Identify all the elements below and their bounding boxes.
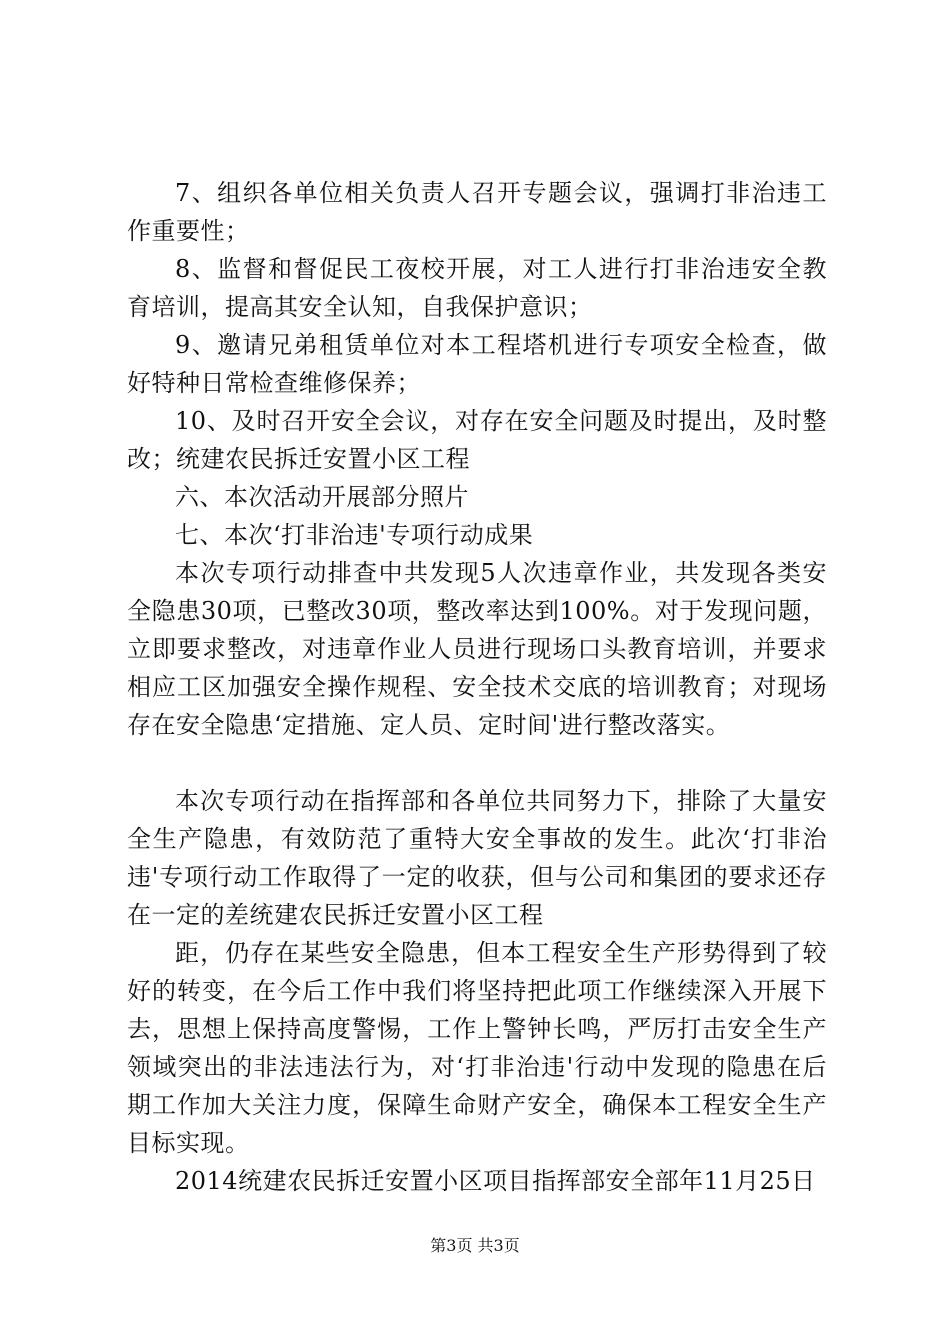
document-body	[127, 174, 827, 1200]
section-heading-six: 六、本次活动开展部分照片	[175, 483, 469, 511]
paragraph-item-9: 9、邀请兄弟租赁单位对本工程塔机进行专项安全检查，做好特种日常检查维修保养；	[127, 331, 827, 397]
paragraph-item-7: 7、组织各单位相关负责人召开专题会议，强调打非治违工作重要性；	[127, 179, 827, 245]
continuation-paragraph: 距，仍存在某些安全隐患，但本工程安全生产形势得到了较好的转变，在今后工作中我们将坚持把此项工作继续深入开展下去，思想上保持高度警惕，工作上警钟长鸣，严厉打击安全生产领域突出的非法违法行为，对‘打非治违'行动中发现的隐患在后期工作加大关注力度，保障生命财产安全，确保本工程安全生产目标实现。	[127, 939, 827, 1157]
page-number-footer: 第3页 共3页	[430, 1236, 520, 1255]
paragraph-item-8: 8、监督和督促民工夜校开展，对工人进行打非治违安全教育培训，提高其安全认知，自我保护意识；	[127, 255, 827, 321]
section-heading-seven: 七、本次‘打非治违'专项行动成果	[175, 521, 534, 549]
summary-paragraph: 本次专项行动在指挥部和各单位共同努力下，排除了大量安全生产隐患，有效防范了重特大安全事故的发生。此次‘打非治违'专项行动工作取得了一定的收获，但与公司和集团的要求还存在一定的差统建农民拆迁安置小区工程	[127, 787, 827, 929]
signature-date-line: 2014统建农民拆迁安置小区项目指挥部安全部年11月25日	[175, 1167, 816, 1195]
paragraph-item-10: 10、及时召开安全会议，对存在安全问题及时提出，及时整改；统建农民拆迁安置小区工程	[127, 407, 827, 473]
results-paragraph: 本次专项行动排查中共发现5人次违章作业，共发现各类安全隐患30项，已整改30项，整改率达到100%。对于发现问题，立即要求整改，对违章作业人员进行现场口头教育培训，并要求相应工区加强安全操作规程、安全技术交底的培训教育；对现场存在安全隐患‘定措施、定人员、定时间'进行整改落实。	[127, 559, 827, 739]
